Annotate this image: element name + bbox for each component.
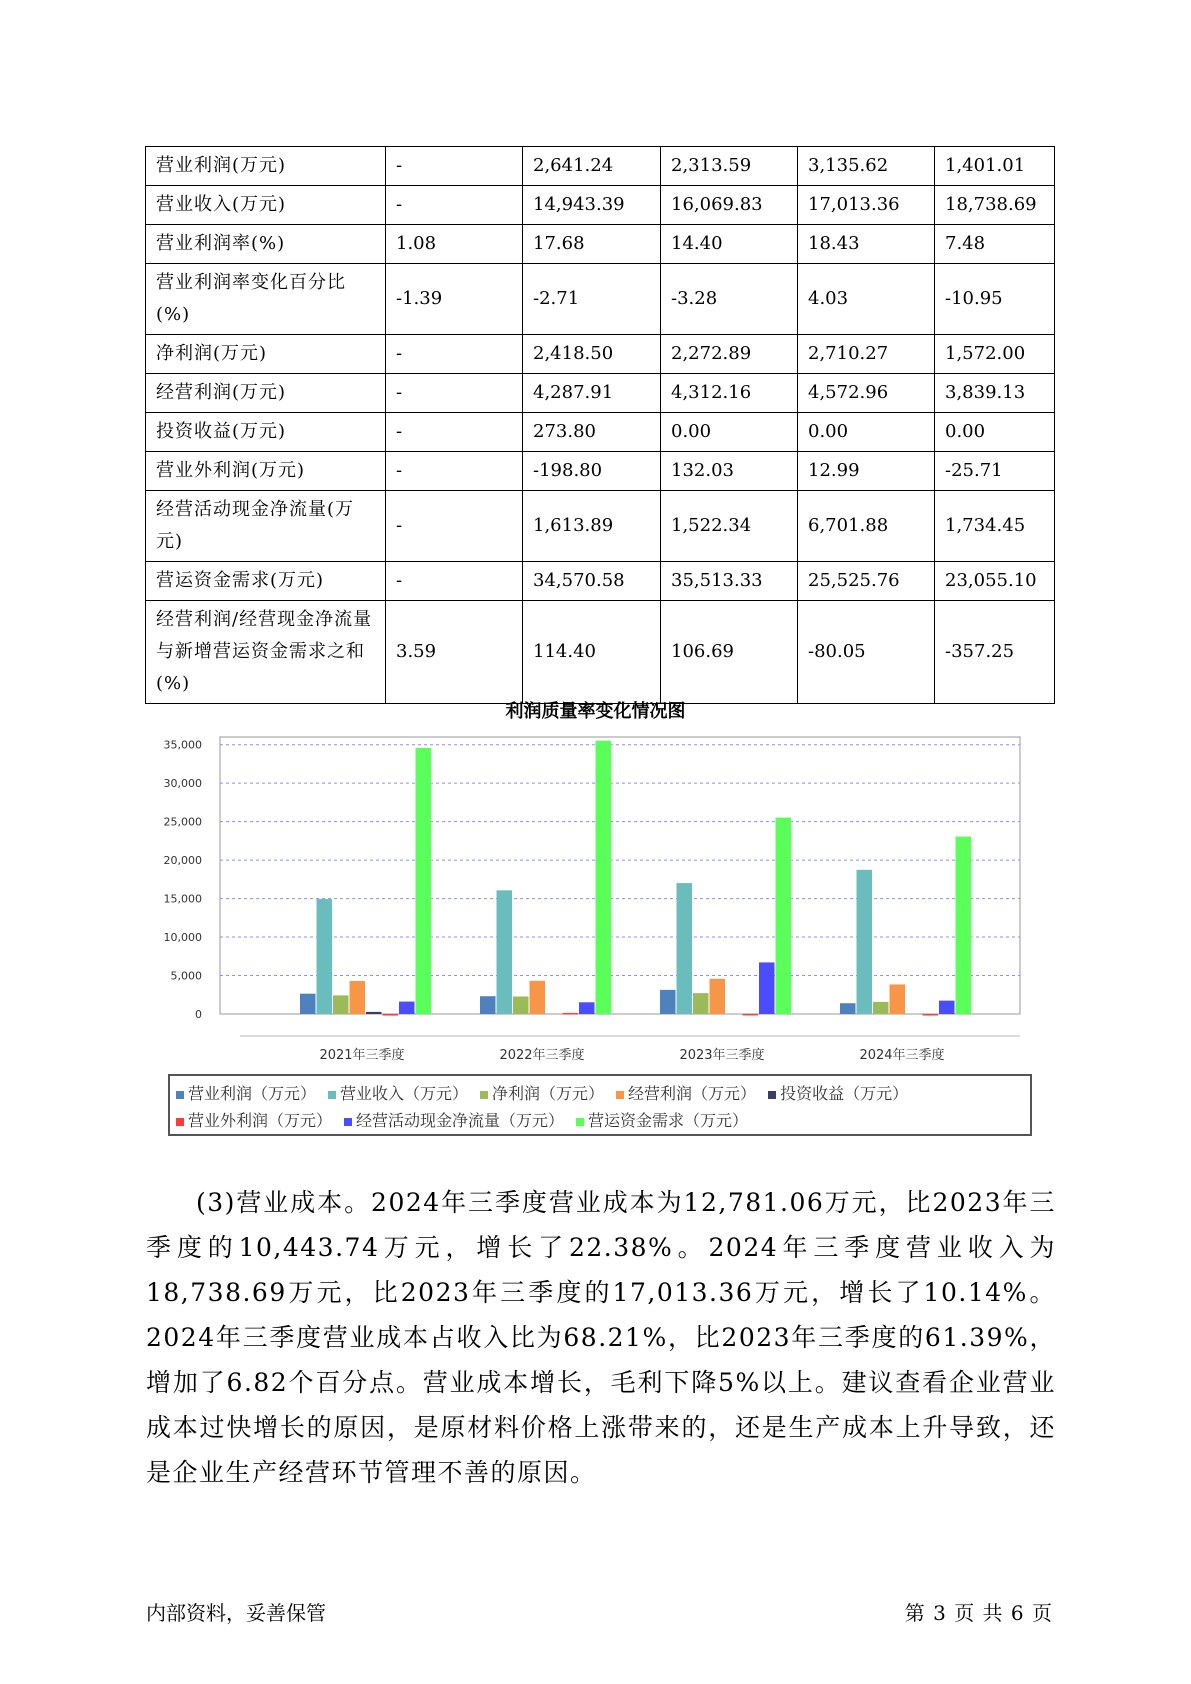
row-label: 营业收入(万元) (146, 186, 386, 225)
table-body (146, 147, 1055, 704)
chart-title: 利润质量率变化情况图 (505, 701, 686, 722)
bar (563, 1013, 579, 1015)
bar (923, 1014, 939, 1016)
legend-swatch (328, 1091, 336, 1099)
legend-label: 投资收益（万元） (780, 1084, 909, 1103)
row-label: 营运资金需求(万元) (146, 562, 386, 601)
row-label: 净利润(万元) (146, 335, 386, 374)
bar (677, 883, 693, 1014)
table-cell: - (386, 491, 523, 562)
table-cell: -3.28 (661, 264, 798, 335)
table-cell: 273.80 (523, 413, 661, 452)
legend-item (176, 1080, 316, 1107)
table-row (146, 374, 1055, 413)
row-label: 经营利润(万元) (146, 374, 386, 413)
bar (743, 1014, 759, 1016)
y-tick-label: 30,000 (163, 777, 202, 791)
table-row (146, 413, 1055, 452)
bar (350, 981, 366, 1014)
legend-label: 营业收入（万元） (340, 1084, 469, 1103)
bar (776, 818, 792, 1014)
bar (579, 1002, 595, 1014)
bar (956, 837, 972, 1014)
legend-swatch (576, 1118, 584, 1126)
row-label: 营业利润(万元) (146, 147, 386, 186)
table-cell: 0.00 (798, 413, 935, 452)
table-cell: 2,710.27 (798, 335, 935, 374)
bar (857, 870, 873, 1014)
table-cell: 17.68 (523, 225, 661, 264)
bar (596, 741, 612, 1014)
y-tick-label: 5,000 (170, 969, 202, 983)
row-label: 营业利润率变化百分比(%) (146, 264, 386, 335)
legend-swatch (176, 1118, 184, 1126)
plot-area (220, 737, 1020, 1014)
bar (399, 1002, 415, 1014)
table-cell: 2,418.50 (523, 335, 661, 374)
table-cell: 2,272.89 (661, 335, 798, 374)
y-tick-label: 35,000 (163, 738, 202, 752)
bar (710, 979, 726, 1014)
y-tick-label: 10,000 (163, 931, 202, 945)
legend-item (576, 1107, 748, 1134)
row-label: 经营活动现金净流量(万元) (146, 491, 386, 562)
table-row (146, 147, 1055, 186)
y-tick-label: 25,000 (163, 815, 202, 829)
table-cell: 4.03 (798, 264, 935, 335)
x-tick-label: 2023年三季度 (679, 1048, 765, 1063)
table-cell: - (386, 562, 523, 601)
y-tick-label: 20,000 (163, 854, 202, 868)
bar (480, 996, 496, 1014)
bar (497, 890, 513, 1014)
bar (840, 1003, 856, 1014)
table-cell: 106.69 (661, 601, 798, 704)
y-tick-label: 15,000 (163, 892, 202, 906)
table-cell: - (386, 413, 523, 452)
table-cell: 25,525.76 (798, 562, 935, 601)
legend-item (328, 1080, 468, 1107)
table-cell: 18.43 (798, 225, 935, 264)
table-cell: 1,401.01 (935, 147, 1055, 186)
legend-label: 净利润（万元） (492, 1084, 605, 1103)
table-cell: 2,313.59 (661, 147, 798, 186)
bar-chart (160, 722, 1040, 1067)
table-cell: 14,943.39 (523, 186, 661, 225)
table-row (146, 186, 1055, 225)
bar (333, 995, 349, 1014)
page-number: 第 3 页 共 6 页 (904, 1601, 1053, 1625)
table-row (146, 335, 1055, 374)
legend-swatch (176, 1091, 184, 1099)
chart-legend (168, 1074, 1032, 1136)
x-tick-label: 2021年三季度 (319, 1048, 405, 1063)
table-cell: 16,069.83 (661, 186, 798, 225)
table-cell: 14.40 (661, 225, 798, 264)
table-cell: - (386, 335, 523, 374)
table-cell: -357.25 (935, 601, 1055, 704)
table-cell: 114.40 (523, 601, 661, 704)
row-label: 营业利润率(%) (146, 225, 386, 264)
table-cell: 1,572.00 (935, 335, 1055, 374)
table-cell: 1,613.89 (523, 491, 661, 562)
table-row (146, 225, 1055, 264)
bar (383, 1014, 399, 1016)
table-cell: 17,013.36 (798, 186, 935, 225)
footer-note: 内部资料，妥善保管 (146, 1601, 326, 1625)
table-cell: 0.00 (935, 413, 1055, 452)
legend-item (480, 1080, 604, 1107)
x-tick-label: 2022年三季度 (499, 1048, 585, 1063)
bar (693, 993, 709, 1014)
bar (939, 1001, 955, 1014)
table-cell: -1.39 (386, 264, 523, 335)
legend-item (616, 1080, 756, 1107)
legend-label: 营业外利润（万元） (188, 1111, 333, 1130)
table-cell: 0.00 (661, 413, 798, 452)
legend-swatch (768, 1091, 776, 1099)
table-cell: 35,513.33 (661, 562, 798, 601)
row-label: 经营利润/经营现金净流量与新增营运资金需求之和(%) (146, 601, 386, 704)
bar (366, 1012, 382, 1014)
table-cell: 7.48 (935, 225, 1055, 264)
bar (300, 994, 316, 1014)
bar (890, 984, 906, 1014)
legend-label: 经营利润（万元） (628, 1084, 757, 1103)
table-cell: -25.71 (935, 452, 1055, 491)
bar (660, 990, 676, 1014)
table-cell: 132.03 (661, 452, 798, 491)
row-label: 投资收益(万元) (146, 413, 386, 452)
table-cell: -10.95 (935, 264, 1055, 335)
legend-label: 经营活动现金净流量（万元） (356, 1111, 565, 1130)
bar (530, 981, 546, 1014)
table-cell: 4,572.96 (798, 374, 935, 413)
table-cell: - (386, 452, 523, 491)
table-row (146, 491, 1055, 562)
table-row (146, 264, 1055, 335)
table-cell: 12.99 (798, 452, 935, 491)
y-tick-label: 0 (195, 1008, 202, 1021)
bar (873, 1002, 889, 1014)
financial-table (145, 146, 1055, 704)
bar (416, 748, 432, 1014)
table-cell: -2.71 (523, 264, 661, 335)
row-label: 营业外利润(万元) (146, 452, 386, 491)
legend-swatch (344, 1118, 352, 1126)
bar (317, 899, 333, 1014)
table-cell: 6,701.88 (798, 491, 935, 562)
table-cell: 23,055.10 (935, 562, 1055, 601)
table-cell: - (386, 374, 523, 413)
table-cell: 34,570.58 (523, 562, 661, 601)
legend-item (344, 1107, 564, 1134)
x-tick-label: 2024年三季度 (859, 1048, 945, 1063)
table-cell: 4,287.91 (523, 374, 661, 413)
bar (759, 962, 775, 1014)
table-cell: 4,312.16 (661, 374, 798, 413)
table-cell: - (386, 186, 523, 225)
body-paragraph: (3)营业成本。2024年三季度营业成本为12,781.06万元，比2023年三季度的10,443.74万元，增长了22.38%。2024年三季度营业收入为18,738.69万元，比2023年三季度的17,013.36万元，增长了10.14%。2024年三季度营业成本占收入比为68.21%，比2023年三季度的61.39%，增加了6.82个百分点。营业成本增长，毛利下降5%以上。建议查看企业营业成本过快增长的原因，是原材料价格上涨带来的，还是生产成本上升导致，还是企业生产经营环节管理不善的原因。 (146, 1188, 1056, 1487)
table-cell: -198.80 (523, 452, 661, 491)
table-cell: 3,135.62 (798, 147, 935, 186)
legend-label: 营业利润（万元） (188, 1084, 317, 1103)
table-cell: 3.59 (386, 601, 523, 704)
table-row (146, 562, 1055, 601)
table-cell: 2,641.24 (523, 147, 661, 186)
table-cell: 18,738.69 (935, 186, 1055, 225)
table-row (146, 452, 1055, 491)
table-cell: 1,522.34 (661, 491, 798, 562)
legend-swatch (616, 1091, 624, 1099)
table-row (146, 601, 1055, 704)
table-cell: 1,734.45 (935, 491, 1055, 562)
legend-item (176, 1107, 332, 1134)
legend-label: 营运资金需求（万元） (588, 1111, 749, 1130)
bar (513, 997, 529, 1014)
legend-item (768, 1080, 908, 1107)
legend-swatch (480, 1091, 488, 1099)
table-cell: - (386, 147, 523, 186)
table-cell: 3,839.13 (935, 374, 1055, 413)
table-cell: -80.05 (798, 601, 935, 704)
table-cell: 1.08 (386, 225, 523, 264)
